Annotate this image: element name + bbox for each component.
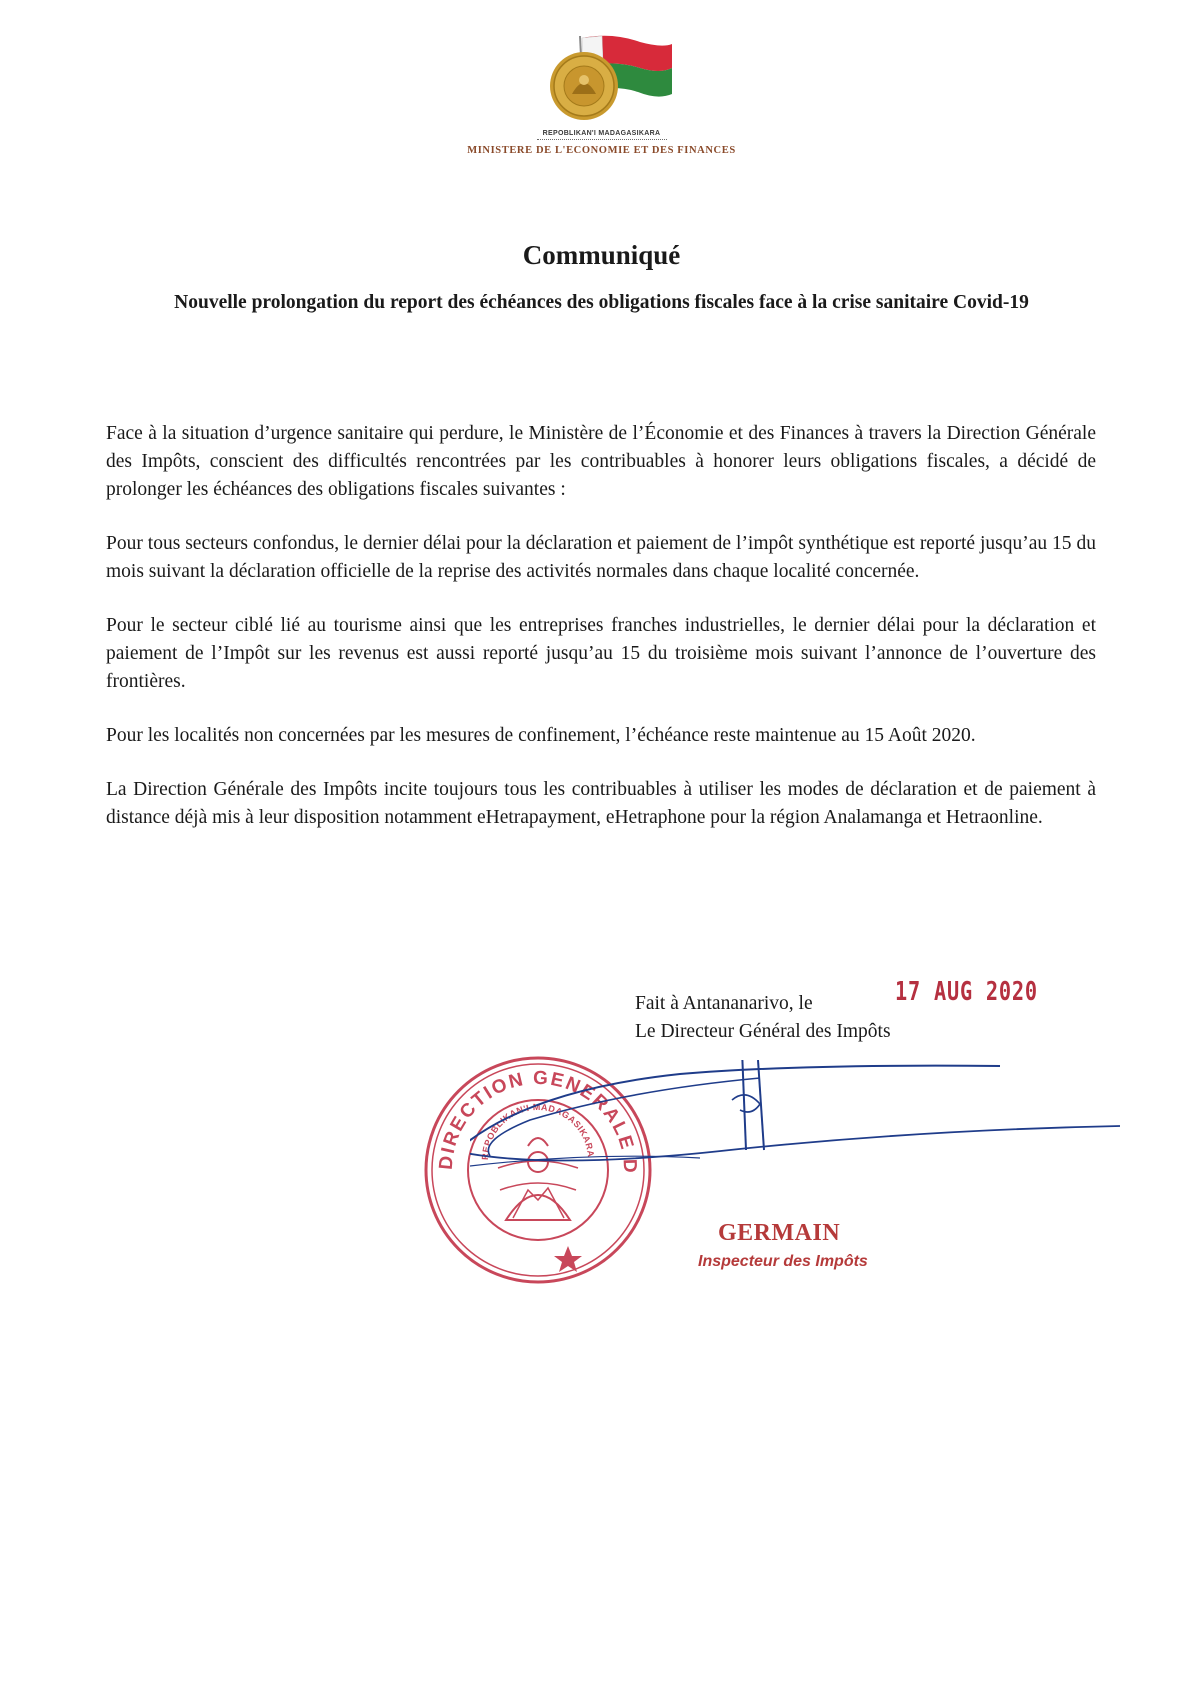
paragraph-localites: Pour les localités non concernées par les mesures de confinement, l’échéance reste maintenue au 15 Août 2020. (106, 725, 976, 746)
ministry-name: MINISTERE DE L'ECONOMIE ET DES FINANCES (467, 145, 736, 156)
signer-name: GERMAIN (718, 1220, 841, 1246)
place-line: Fait à Antananarivo, le (635, 993, 813, 1014)
page-subtitle: Nouvelle prolongation du report des échéances des obligations fiscales face à la crise sanitaire Covid-19 (174, 292, 1029, 313)
seal-outer-text: DIRECTION GENERALE D (435, 1067, 641, 1176)
paragraph-impot-synthetique: Pour tous secteurs confondus, le dernier délai pour la déclaration et paiement de l’impôt synthétique est reporté jusqu’au 15 du mois suivant la déclaration officielle de la reprise des activités normales dans chaque localité concernée. (106, 533, 1096, 582)
coat-of-arms-icon (522, 28, 682, 128)
paragraph-teledeclaration: La Direction Générale des Impôts incite toujours tous les contribuables à utiliser les modes de déclaration et de paiement à distance déjà mis à leur disposition notamment eHetrapayment, eHetraphone pour la région Analamanga et Hetraonline. (106, 779, 1096, 828)
signer-title: Inspecteur des Impôts (698, 1253, 868, 1270)
letterhead (0, 28, 1203, 156)
republic-motto (537, 139, 667, 142)
date-stamp: 17 AUG 2020 (895, 977, 1038, 1007)
seal-inner-text: REPOBLIKAN'I MADAGASIKARA (479, 1101, 597, 1161)
signer-role: Le Directeur Général des Impôts (635, 1021, 891, 1042)
handwritten-signature-icon (470, 1060, 1200, 1210)
republic-name: REPOBLIKAN'I MADAGASIKARA (542, 130, 661, 137)
page-title: Communiqué (522, 240, 681, 270)
paragraph-tourisme: Pour le secteur ciblé lié au tourisme ainsi que les entreprises franches industrielles, le dernier délai pour la déclaration et paiement de l’Impôt sur les revenus est aussi reporté jusqu’au 15 du troisième mois suivant l’annonce de l’ouverture des frontières. (106, 615, 1096, 692)
paragraph-intro: Face à la situation d’urgence sanitaire qui perdure, le Ministère de l’Économie et des Finances à travers la Direction Générale des Impôts, conscient des difficultés rencontrées par les contribuables à honorer leurs obligations fiscales, a décidé de prolonger les échéances des obligations fiscales suivantes : (106, 423, 1096, 500)
communique-body (106, 420, 1096, 858)
